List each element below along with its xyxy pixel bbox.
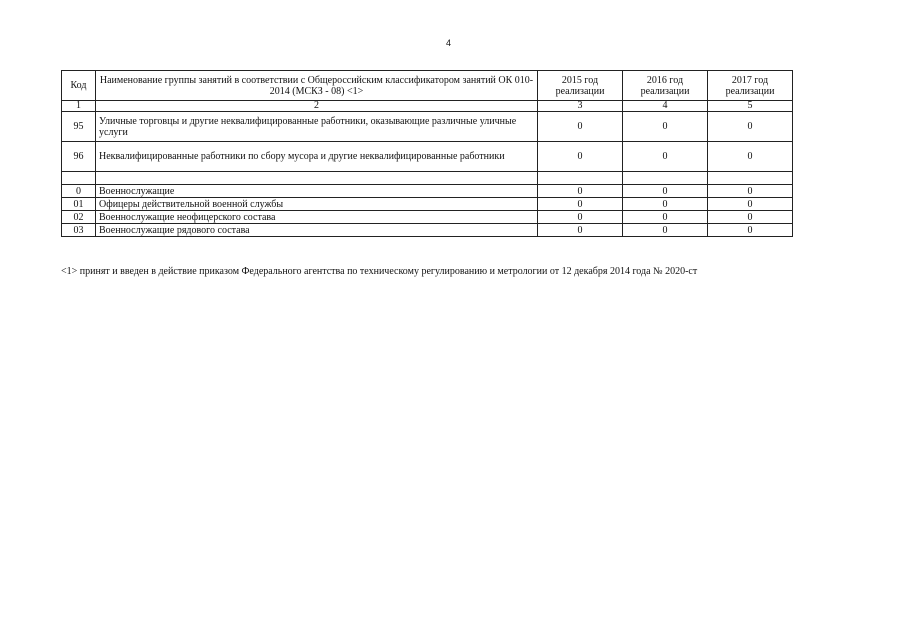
- empty-cell: [96, 172, 538, 185]
- row-code: 01: [62, 198, 96, 211]
- empty-cell: [708, 172, 793, 185]
- row-value-2015: 0: [538, 112, 623, 142]
- row-value-2017: 0: [708, 224, 793, 237]
- table-header-row: [62, 71, 793, 101]
- column-number: 5: [708, 101, 793, 112]
- header-2017: 2017 год реализации: [708, 71, 793, 101]
- row-value-2017: 0: [708, 112, 793, 142]
- row-value-2015: 0: [538, 142, 623, 172]
- header-2016: 2016 год реализации: [623, 71, 708, 101]
- row-name: Неквалифицированные работники по сбору мусора и другие неквалифицированные работники: [96, 142, 538, 172]
- footnote: <1> принят и введен в действие приказом Федерального агентства по техническому регулированию и метрологии от 12 декабря 2014 года № 2020-ст: [61, 266, 698, 277]
- row-name: Военнослужащие рядового состава: [96, 224, 538, 237]
- empty-cell: [62, 172, 96, 185]
- row-value-2015: 0: [538, 211, 623, 224]
- column-number: 2: [96, 101, 538, 112]
- table-row: [62, 142, 793, 172]
- row-name: Офицеры действительной военной службы: [96, 198, 538, 211]
- table-row: [62, 185, 793, 198]
- header-code: Код: [62, 71, 96, 101]
- column-number: 4: [623, 101, 708, 112]
- row-value-2017: 0: [708, 198, 793, 211]
- row-code: 03: [62, 224, 96, 237]
- row-code: 95: [62, 112, 96, 142]
- header-2015: 2015 год реализации: [538, 71, 623, 101]
- row-code: 02: [62, 211, 96, 224]
- row-name: Уличные торговцы и другие неквалифицированные работники, оказывающие различные уличные услуги: [96, 112, 538, 142]
- row-value-2016: 0: [623, 112, 708, 142]
- empty-cell: [623, 172, 708, 185]
- row-value-2015: 0: [538, 185, 623, 198]
- row-value-2015: 0: [538, 224, 623, 237]
- column-number: 3: [538, 101, 623, 112]
- column-number: 1: [62, 101, 96, 112]
- row-value-2015: 0: [538, 198, 623, 211]
- row-value-2016: 0: [623, 224, 708, 237]
- row-value-2017: 0: [708, 185, 793, 198]
- row-value-2016: 0: [623, 211, 708, 224]
- row-value-2017: 0: [708, 142, 793, 172]
- page-number: 4: [446, 38, 452, 48]
- table-row: [62, 224, 793, 237]
- row-name: Военнослужащие неофицерского состава: [96, 211, 538, 224]
- column-number-row: [62, 101, 793, 112]
- row-code: 0: [62, 185, 96, 198]
- row-value-2016: 0: [623, 198, 708, 211]
- row-code: 96: [62, 142, 96, 172]
- table-row: [62, 198, 793, 211]
- row-value-2017: 0: [708, 211, 793, 224]
- header-name: Наименование группы занятий в соответствии с Общероссийским классификатором занятий ОК 010-2014 (МСКЗ - 08) <1>: [96, 71, 538, 101]
- table-row: [62, 211, 793, 224]
- empty-cell: [538, 172, 623, 185]
- empty-row: [62, 172, 793, 185]
- row-value-2016: 0: [623, 185, 708, 198]
- table-row: [62, 112, 793, 142]
- row-name: Военнослужащие: [96, 185, 538, 198]
- row-value-2016: 0: [623, 142, 708, 172]
- occupation-table: [61, 70, 793, 237]
